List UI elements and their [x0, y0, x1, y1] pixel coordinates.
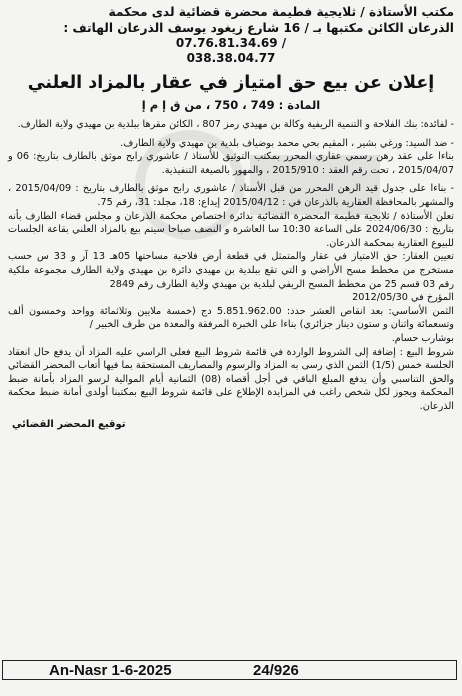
phone-1: 07.76.81.34.69 /	[175, 36, 287, 50]
paragraph-dated: المؤرخ في 2012/05/30	[352, 292, 454, 304]
office-line-1: مكتب الأستاذة / ثلايجية فطيمة محضرة قضائية لدى محكمة	[108, 5, 454, 19]
publication-footer	[2, 660, 457, 680]
paragraph-expert: بوشارب حسام.	[391, 332, 454, 344]
paragraph-conditions: شروط البيع : إضافة إلى الشروط الواردة في قائمة شروط البيع فعلى الراسي عليه المزاد أن يدفع حال انعقاد الجلسة خمس (1/5) الثمن الذي رسى به المزاد والرسوم والمصاريف المستحقة بما فيها أتعاب المحضر القضائي والحق التناسبي وأن يدفع المبلغ الباقي في أجل أقصاه (08) الثمانية أيام الموالية لرسو المزاد بأمانة ضبط المحكمة ويجوز لكل شخص راغب في المزايدة الإطلاع على قائمة شروط البيع بمكتبنا أولدى أمانة ضبط محكمة الذرعان.	[8, 346, 454, 412]
paragraph-registration: - بناءا على جدول قيد الرهن المحرر من قبل الأستاذ / عاشوري رابح موثق بالطارف بتاريخ : 2015/04/09 ، والمشهر بالمحافظة العقارية بالذرعان في : 2015/04/12 إيداع: 18، مجلد: 31، رقم 75.	[8, 183, 454, 208]
signature-label: توقيع المحضر القضائي	[12, 419, 126, 431]
paragraph-mortgage-deed: بناءا على عقد رهن رسمي عقاري المحرر بمكتب التوثيق للأستاذ / عاشوري رابح موثق بالطارف بتاريخ: 06 و 2015/04/07 ، تحت رقم العقد : 2015/910 ، والمهور بالصيغة التنفيذية.	[8, 151, 454, 176]
office-line-2: الذرعان الكائن مكتبها بـ / 16 شارع زيغود يوسف الذرعان الهاتف :	[63, 21, 454, 35]
notice-title: إعلان عن بيع حق امتياز في عقار بالمزاد العلني	[27, 73, 435, 93]
paragraph-auction-date: تعلن الأستاذة / ثلايجية فطيمة المحضرة القضائية بدائرة اختصاص محكمة الذرعان و مجلس قضاء الطارف بأنه بتاريخ : 2024/06/30 على الساعة 10:30 سا العاشرة و النصف صباحا سيتم بيع بالمزاد العلني بقاعة الجلسات للبيوع العقارية بمحكمة الذرعان.	[8, 210, 455, 249]
paragraph-debtor: - ضد السيد: ورغي بشير ، المقيم بحي محمد بوضياف بلدية بن مهيدي ولاية الطارف.	[120, 137, 454, 149]
paragraph-property: تعيين العقار: حق الامتياز في عقار والمتمثل في قطعة أرض فلاحية مساحتها 05هـ 13 آر و 33 س حسب مستخرج من مخطط مسح الأراضي و التي تقع ببلدية بن مهيدي دائرة بن مهيدي ولاية الطارف مجموعة ملكية رقم 03 قسم 25 من مخطط المسح الريفي لبلدية بن مهيدي ولاية الطارف رقم 2849	[8, 251, 454, 290]
publication-label: An-Nasr 1-6-2025	[49, 661, 172, 679]
paragraph-base-price: الثمن الأساسي: بعد انقاص العشر حدد: 5.851.962.00 دج (خمسة ملايين وثلاثمائة وواحد وخمسون ألف وتسعمائة واثنان و ستون دينار جزائري) بناءا على الخبرة المرفقة والمعدة من طرف الخبير /	[8, 305, 454, 331]
legal-articles: المادة : 749 ، 750 ، من ق إ م إ	[141, 98, 321, 112]
publication-number: 24/926	[253, 661, 299, 679]
phone-2: 038.38.04.77	[186, 51, 276, 65]
paragraph-beneficiary: - لفائدة: بنك الفلاحة و التنمية الريفية وكالة بن مهيدي رمز 807 ، الكائن مقرها ببلدية بن مهيدي ولاية الطارف.	[17, 119, 454, 130]
